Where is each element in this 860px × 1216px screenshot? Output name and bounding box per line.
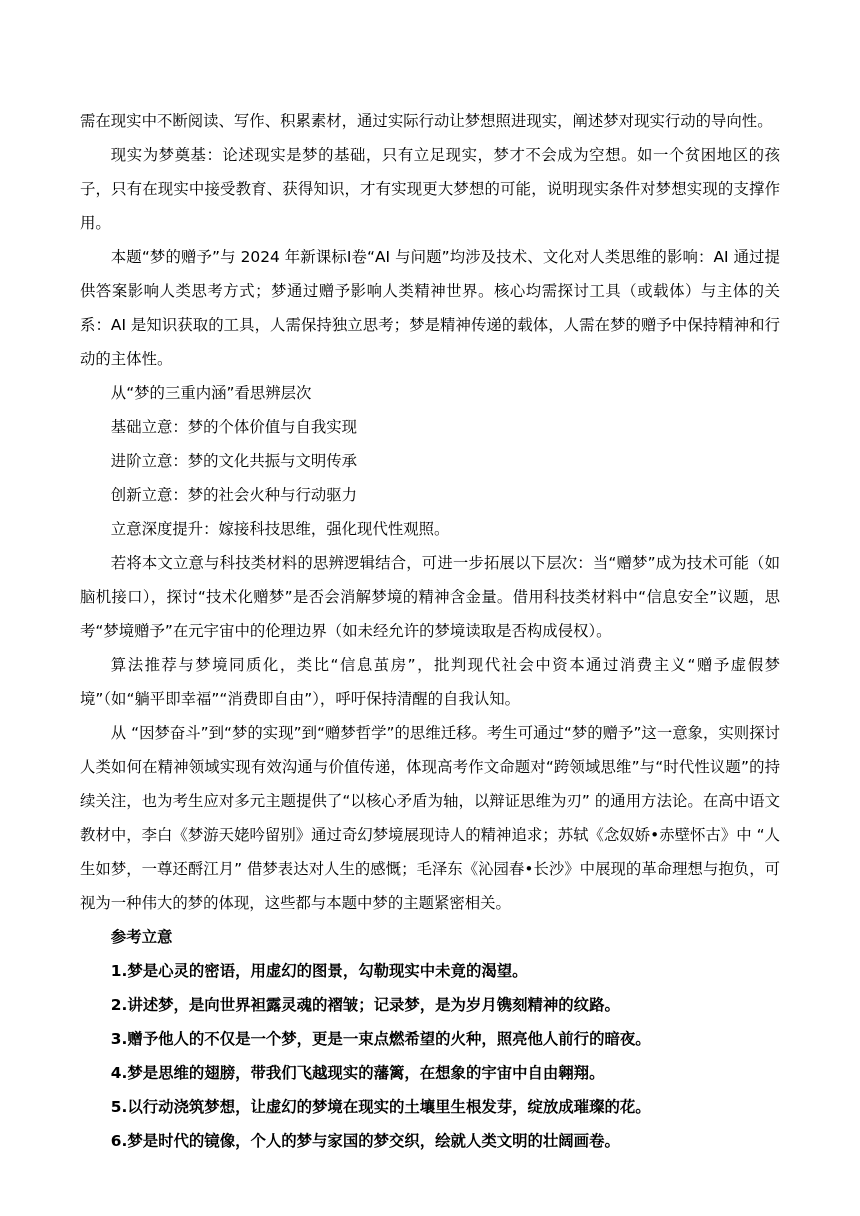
reference-point: 2.讲述梦，是向世界袒露灵魂的褶皱；记录梦，是为岁月镌刻精神的纹路。 <box>110 996 620 1014</box>
document-page <box>80 104 780 1158</box>
paragraph-advanced-idea: 进阶立意：梦的文化共振与文明传承 <box>110 452 358 470</box>
paragraph-innovative-idea: 创新立意：梦的社会火种与行动驱力 <box>110 486 358 504</box>
reference-heading: 参考立意 <box>110 928 173 946</box>
paragraph-tech-extension: 若将本文立意与科技类材料的思辨逻辑结合，可进一步拓展以下层次：当“赠梦”成为技术可能（如脑机接口），探讨“技术化赠梦”是否会消解梦境的精神含金量。借用科技类材料中“信息安全”议题，思考“梦境赠予”在元宇宙中的伦理边界（如未经允许的梦境读取是否构成侵权）。 <box>80 554 780 640</box>
paragraph-reality-foundation: 现实为梦奠基：论述现实是梦的基础，只有立足现实，梦才不会成为空想。如一个贫困地区的孩子，只有在现实中接受教育、获得知识，才有实现更大梦想的可能，说明现实条件对梦想实现的支撑作用。 <box>80 146 780 232</box>
paragraph-basic-idea: 基础立意：梦的个体价值与自我实现 <box>110 418 358 436</box>
reference-point: 3.赠予他人的不仅是一个梦，更是一束点燃希望的火种，照亮他人前行的暗夜。 <box>110 1030 651 1048</box>
reference-point: 4.梦是思维的翅膀，带我们飞越现实的藩篱，在想象的宇宙中自由翱翔。 <box>110 1064 605 1082</box>
reference-point: 6.梦是时代的镜像，个人的梦与家国的梦交织，绘就人类文明的壮阔画卷。 <box>110 1132 620 1150</box>
paragraph-depth-upgrade: 立意深度提升：嫁接科技思维，强化现代性观照。 <box>110 520 450 538</box>
reference-point: 1.梦是心灵的密语，用虚幻的图景，勾勒现实中未竟的渴望。 <box>110 962 528 980</box>
paragraph-ai-comparison: 本题“梦的赠予”与 2024 年新课标Ⅰ卷“AI 与问题”均涉及技术、文化对人类思维的影响：AI 通过提供答案影响人类思考方式；梦通过赠予影响人类精神世界。核心均需探讨工具（或载体）与主体的关系：AI 是知识获取的工具，人需保持独立思考；梦是精神传递的载体，人需在梦的赠予中保持精神和行动的主体性。 <box>80 248 780 368</box>
reference-point: 5.以行动浇筑梦想，让虚幻的梦境在现实的土壤里生根发芽，绽放成璀璨的花。 <box>110 1098 651 1116</box>
paragraph-continuation: 需在现实中不断阅读、写作、积累素材，通过实际行动让梦想照进现实，阐述梦对现实行动的导向性。 <box>80 112 773 130</box>
paragraph-algorithm: 算法推荐与梦境同质化，类比“信息茧房”，批判现代社会中资本通过消费主义“赠予虚假梦境”（如“躺平即幸福”“消费即自由”），呼吁保持清醒的自我认知。 <box>80 656 780 708</box>
paragraph-three-levels-title: 从“梦的三重内涵”看思辨层次 <box>110 384 312 402</box>
paragraph-thinking-transfer: 从 “因梦奋斗”到“梦的实现”到“赠梦哲学”的思维迁移。考生可通过“梦的赠予”这一意象，实则探讨人类如何在精神领域实现有效沟通与价值传递，体现高考作文命题对“跨领域思维”与“时代性议题”的持续关注，也为考生应对多元主题提供了“以核心矛盾为轴，以辩证思维为刃” 的通用方法论。在高中语文教材中，李白《梦游天姥吟留别》通过奇幻梦境展现诗人的精神追求；苏轼《念奴娇•赤壁怀古》中 “人生如梦，一尊还酹江月” 借梦表达对人生的感慨；毛泽东《沁园春•长沙》中展现的革命理想与抱负，可视为一种伟大的梦的体现，这些都与本题中梦的主题紧密相关。 <box>80 724 780 912</box>
